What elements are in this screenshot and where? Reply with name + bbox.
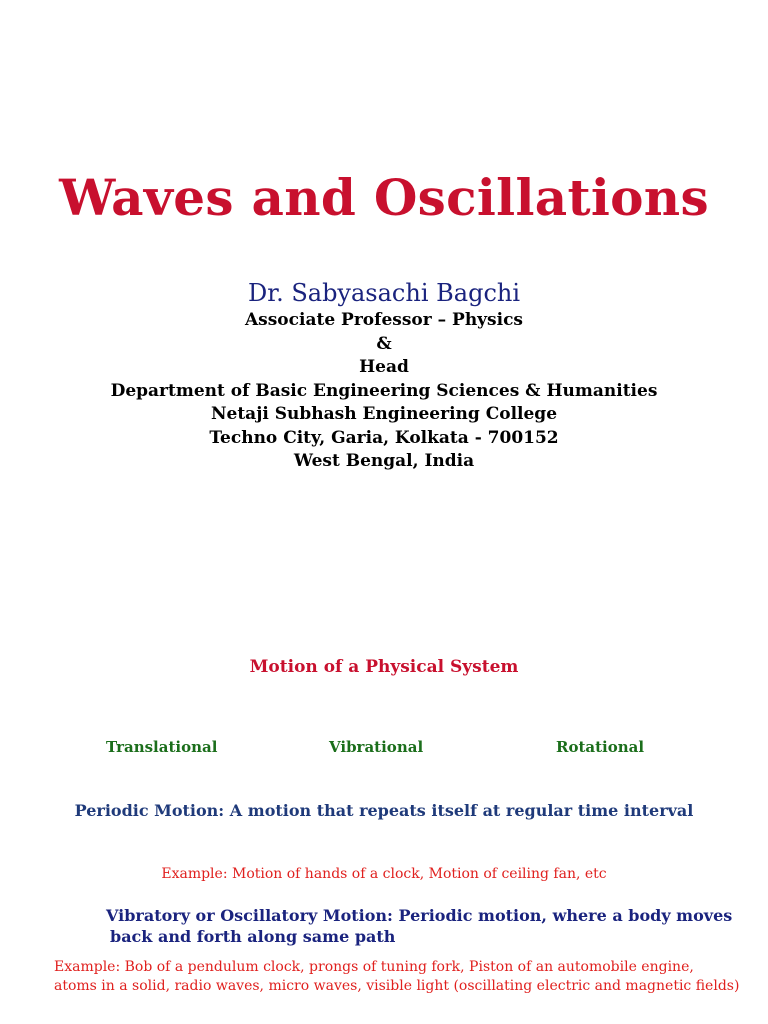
periodic-motion-example: Example: Motion of hands of a clock, Motion of ceiling fan, etc <box>161 866 607 882</box>
affiliation-block <box>0 309 768 474</box>
vibratory-motion-example <box>54 958 739 996</box>
motion-type-vibrational: Vibrational <box>329 738 424 756</box>
affiliation-line-ampersand: & <box>376 333 392 354</box>
affiliation-line-department: Department of Basic Engineering Sciences & Humanities <box>110 380 658 401</box>
motion-type-rotational: Rotational <box>556 738 645 756</box>
affiliation-line-address: Techno City, Garia, Kolkata - 700152 <box>209 427 559 448</box>
affiliation-line-college: Netaji Subhash Engineering College <box>210 404 558 424</box>
affiliation-line-head: Head <box>359 357 409 377</box>
vibratory-line-2: back and forth along same path <box>110 927 396 946</box>
affiliation-line-region: West Bengal, India <box>293 451 475 471</box>
affiliation-line-position: Associate Professor – Physics <box>244 310 524 330</box>
vibratory-example-line-2: atoms in a solid, radio waves, micro waves, visible light (oscillating electric and magnetic fields) <box>54 978 740 994</box>
author-name: Dr. Sabyasachi Bagchi <box>247 279 521 307</box>
periodic-motion-definition: Periodic Motion: A motion that repeats itself at regular time interval <box>74 801 694 820</box>
page-title: Waves and Oscillations <box>59 168 709 227</box>
section-title: Motion of a Physical System <box>249 657 519 677</box>
vibratory-motion-definition <box>106 905 732 947</box>
vibratory-example-line-1: Example: Bob of a pendulum clock, prongs of tuning fork, Piston of an automobile engine, <box>54 959 694 975</box>
motion-type-translational: Translational <box>106 738 218 756</box>
vibratory-line-1: Vibratory or Oscillatory Motion: Periodic motion, where a body moves <box>106 906 733 925</box>
